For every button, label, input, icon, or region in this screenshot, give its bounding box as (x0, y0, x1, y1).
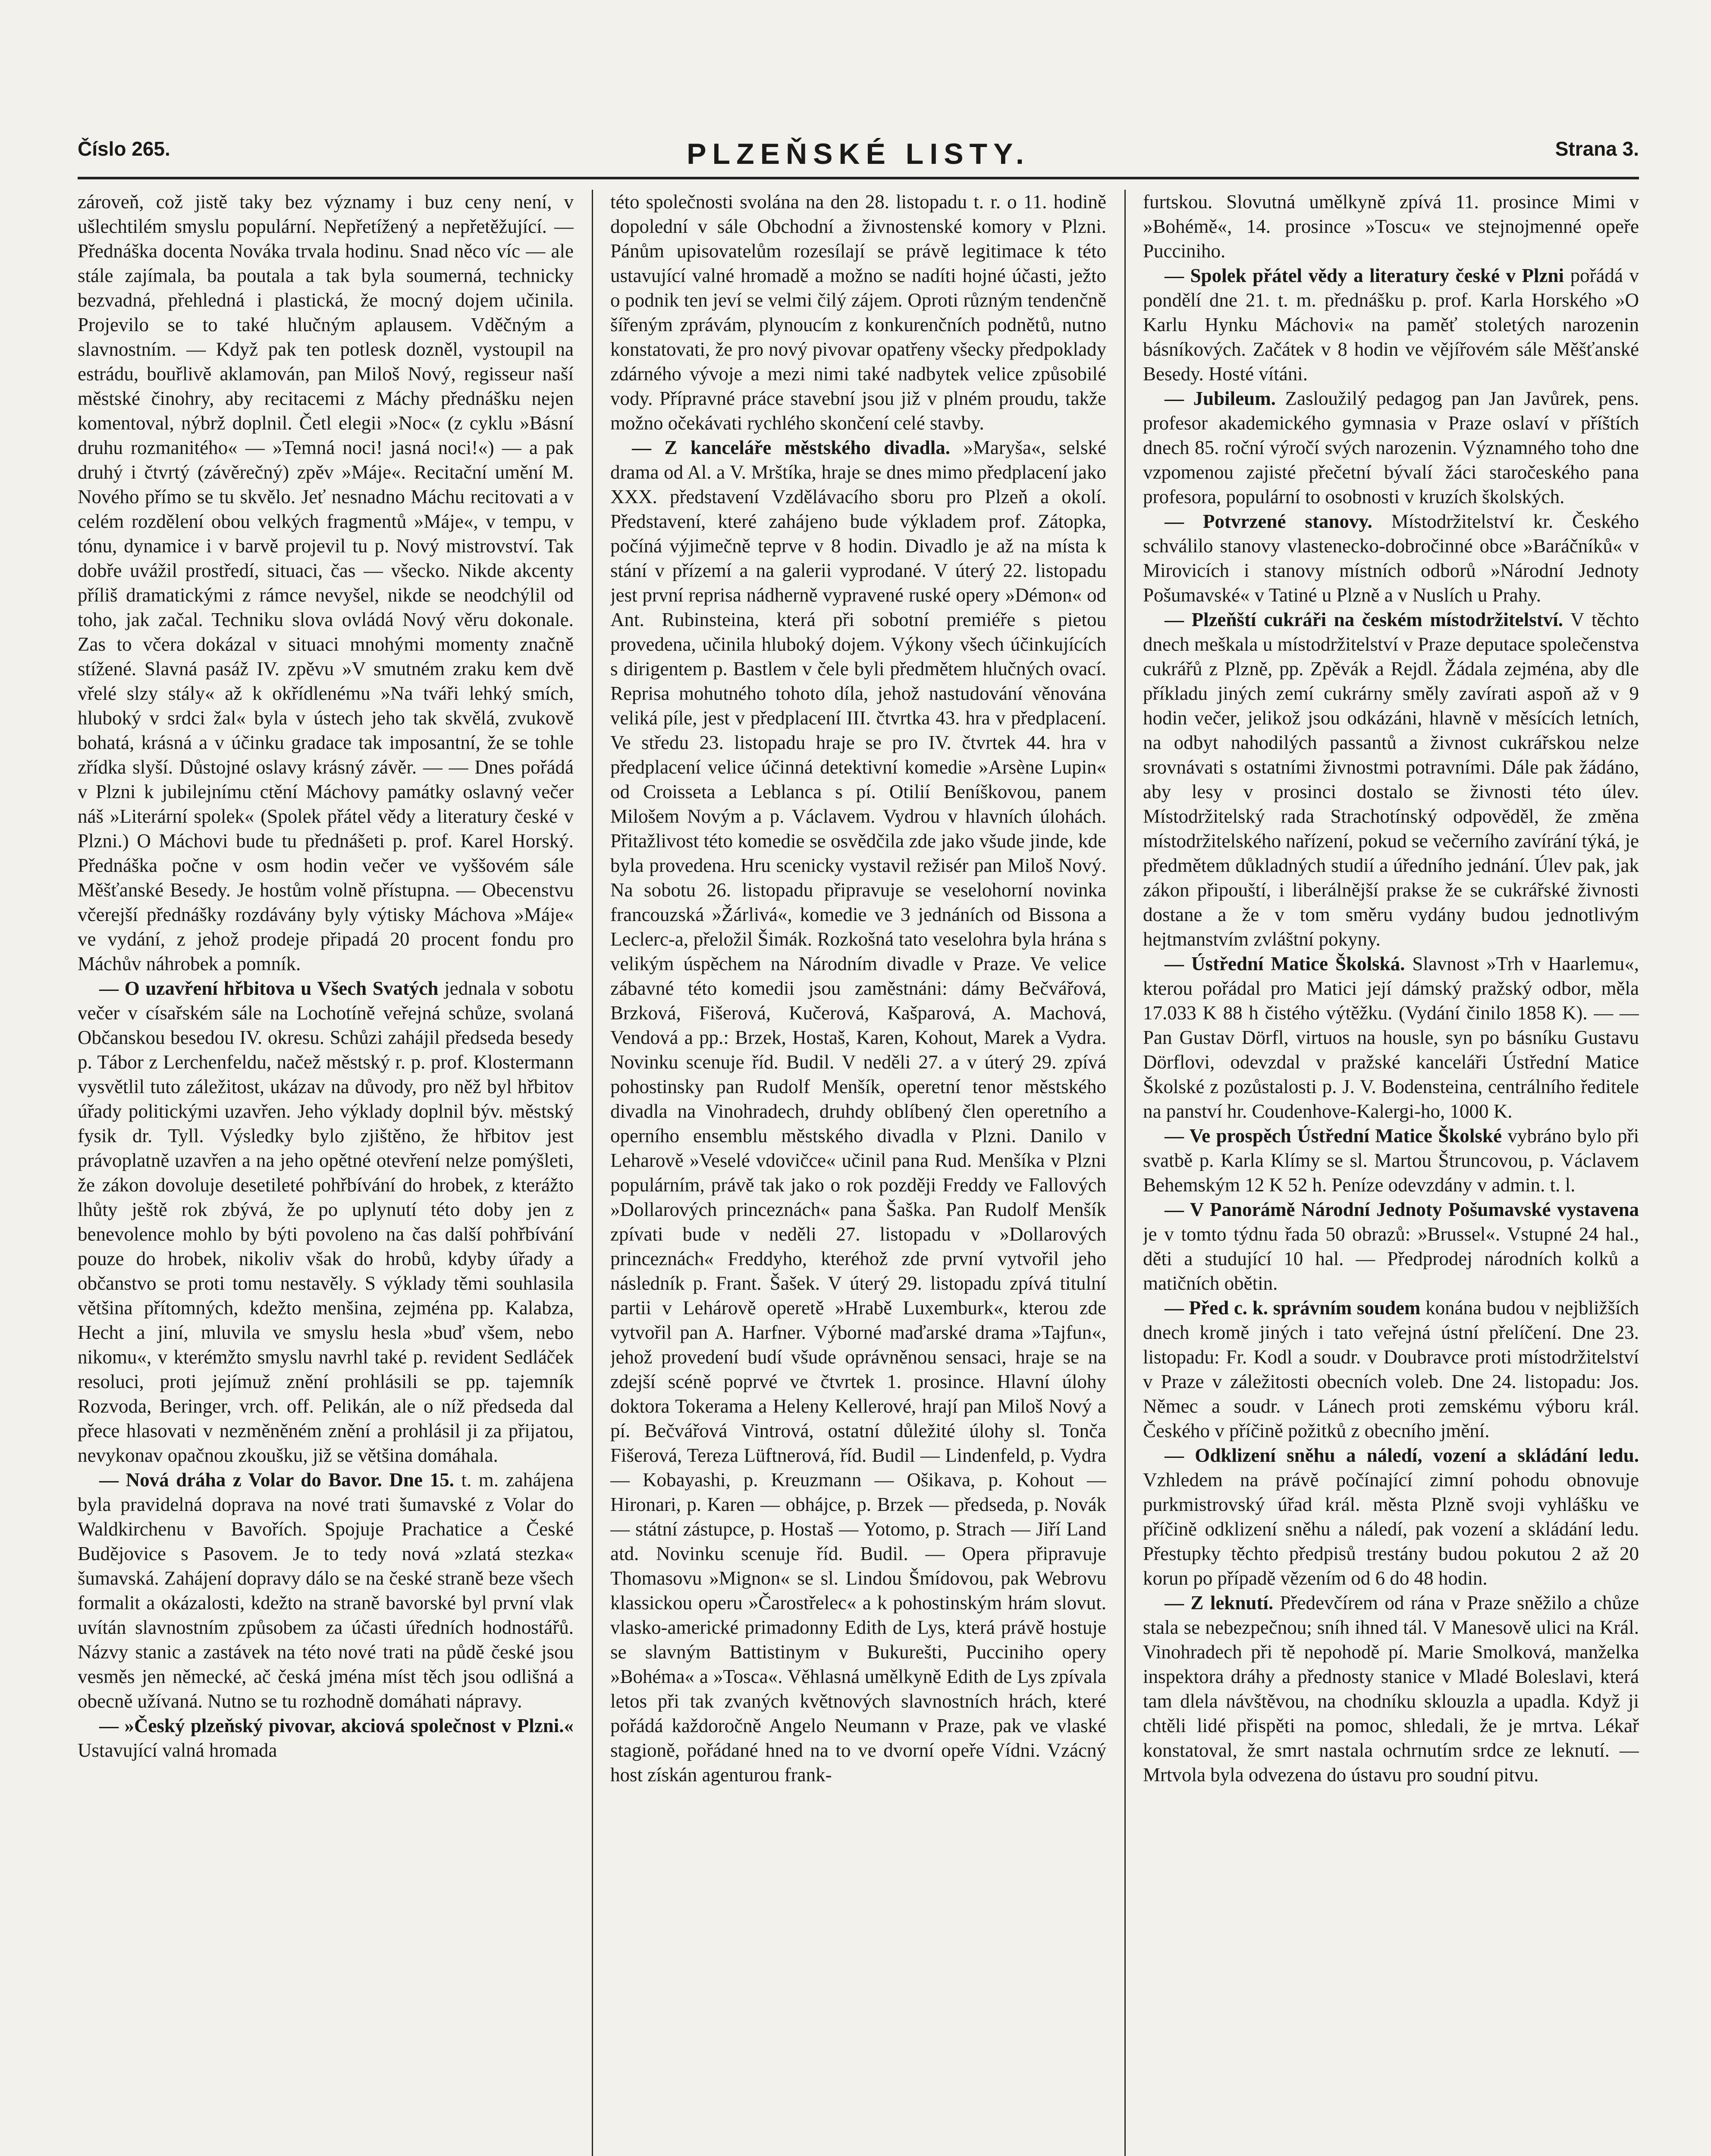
article-text: vybráno bylo při svatbě p. Karla Klímy se sl. Martou Štruncovou, p. Václavem Behemským 12 K 52 h. Peníze odevzdány v admin. t. l. (1143, 1125, 1639, 1196)
masthead (78, 129, 1639, 179)
article-headline: — Potvrzené stanovy. (1165, 511, 1372, 532)
article-columns (78, 190, 1639, 2156)
article-headline: — O uzavření hřbitova u Všech Svatých (99, 978, 439, 999)
article-confectioners (1143, 608, 1639, 952)
article-text: t. m. zahájena byla pravidelná doprava na nové trati šumavské z Volar do Waldkirchenu v Bavořích. Spojuje Prachatice a České Budějovice s Pasovem. Je to tedy nová »zlatá stezka« šumavská. Zahájení dopravy dálo se na české straně beze všech formalit a okázalosti, kdežto na straně bavorské byl první vlak uvítán slavnostním způsobem za účasti úředních hodnostářů. Názvy stanic a zastávek na této nové trati na půdě české jsou vesměs jen německé, ač česká jména míst těch jsou odlišná a obecně užívaná. Nutno se tu rozhodně domáhati nápravy. (78, 1469, 574, 1712)
article-statutes (1143, 509, 1639, 608)
article-headline: — V Panorámě Národní Jednoty Pošumavské vystavena (1165, 1199, 1639, 1220)
newspaper-page (78, 129, 1639, 2156)
article-theatre (610, 436, 1106, 1787)
article-headline: — »Český plzeňský pivovar, akciová společnost v Plzni.« (99, 1715, 574, 1736)
article-headline: — Nová dráha z Volar do Bavor. Dne 15. (99, 1469, 454, 1491)
article-headline: — Před c. k. správním soudem (1165, 1297, 1421, 1319)
article-snow (1143, 1443, 1639, 1591)
newspaper-title: PLZEŇSKÉ LISTY. (687, 138, 1030, 170)
article-brewery (78, 1714, 574, 1763)
article-text: Vzhledem na právě počínající zimní pohodu obnovuje purkmistrovský úřad král. města Plzně svoji vyhlášku ve příčině odklizení sněhu a náledí, pak vození a skládání ledu. Přestupky těchto předpisů trestány budou pokutou 2 až 20 korun po případě vězením od 6 do 48 hodin. (1143, 1469, 1639, 1589)
article-matice (1143, 952, 1639, 1124)
article-literary-society (1143, 263, 1639, 386)
article-text: této společnosti svolána na den 28. listopadu t. r. o 11. hodině dopolední v sále Obchodní a živnostenské komory v Plzni. Pánům upisovatelům rozesílají se právě legitimace k této ustavující valné hromadě a možno se nadíti hojné účasti, ježto o podnik ten jeví se velmi čilý zájem. Oproti různým tendenčně šířeným zprávám, plynoucím z konkurenčních podnětů, nutno konstatovati, že pro nový pivovar opatřeny všecky předpoklady zdárného vývoje a mezi nimi také nadbytek velice způsobilé vody. Přípravné práce stavební jsou již v plném proudu, takže možno očekávati rychlého skončení celé stavby. (610, 191, 1106, 434)
article-text: Zasloužilý pedagog pan Jan Javůrek, pens. profesor akademického gymnasia v Praze oslaví v příštích dnech 85. roční výročí svých narozenin. Významného toho dne vzpomenou zajisté přečetní bývalí žáci staročeského pana profesora, populární to osobnosti v kruzích školských. (1143, 388, 1639, 508)
column-3 (1143, 190, 1639, 2156)
article-fright (1143, 1591, 1639, 1787)
article-text: Místodržitelství kr. Českého schválilo stanovy vlastenecko-dobročinné obce »Baráčníků« v Mirovicích i stanovy místních odborů »Národní Jednoty Pošumavské« v Tatiné u Plzně a v Nuslích u Prahy. (1143, 511, 1639, 606)
column-divider (592, 190, 593, 2156)
article-panorama (1143, 1197, 1639, 1296)
article-mácha-lecture (78, 190, 574, 976)
article-text: furtskou. Slovutná umělkyně zpívá 11. prosince Mimi v »Bohémě«, 14. prosince »Toscu« ve stejnojmenné opeře Pucciniho. (1143, 191, 1639, 262)
issue-number: Číslo 265. (78, 138, 170, 160)
article-text: »Maryša«, selské drama od Al. a V. Mrštíka, hraje se dnes mimo předplacení jako XXX. představení Vzdělávacího sboru pro Plzeň a okolí. Představení, které zahájeno bude výkladem prof. Zátopka, počíná výjimečně teprve v 8 hodin. Divadlo je až na místa k stání v přízemí a na galerii vyprodané. V úterý 22. listopadu jest první reprisa nádherně vypravené ruské opery »Démon« od Ant. Rubinsteina, která při sobotní premiéře s pietou provedena, učinila hluboký dojem. Výkony všech účinkujících s dirigentem p. Bastlem v čele byli předmětem hlučných ovací. Reprisa mohutného tohoto díla, jehož nastudování věnována veliká píle, jest v předplacení III. čtvrtka 43. hra v předplacení. Ve středu 23. listopadu hraje se pro IV. čtvrtek 44. hra v předplacení velice účinná detektivní komedie »Arsène Lupin« od Croisseta a Leblanca s pí. Otilií Beníškovou, panem Milošem Novým a p. Václavem. Vydrou v hlavních úlohách. Přitažlivost této komedie se osvědčila zde jako všude jinde, kde byla provedena. Hru scenicky vystavil režisér pan Miloš Nový. Na sobotu 26. listopadu připravuje se veselohorní novinka francouzská »Žárlivá«, komedie ve 3 jednáních od Bissona a Leclerc-a, přeložil Šimák. Rozkošná tato veselohra byla hrána s velikým úspěchem na Národním divadle v Praze. Ve velice zábavné této komedii jsou zaměstnáni: dámy Bečvářová, Brzková, Fišerová, Kučerová, Kašparová, A. Machová, Vendová a pp.: Brzek, Hostaš, Karen, Kohout, Marek a Vydra. Novinku scenuje říd. Budil. V neděli 27. a v úterý 29. zpívá pohostinsky pan Rudolf Menšík, operetní tenor městského divadla na Vinohradech, druhdy oblíbený člen operetního a operního ensemblu městského divadla v Plzni. Danilo v Leharově »Veselé vdovičce« učinil pana Rud. Menšíka v Plzni populárním, právě tak jako o rok později Freddy ve Fallových »Dollarových princeznách« pana Šaška. Pan Rudolf Menšík zpívati bude v neděli 27. listopadu v »Dollarových princeznách« Freddyho, kteréhož zde první vytvořil jeho následník p. Frant. Šašek. V úterý 29. listopadu zpívá titulní partii v Lehárově operetě »Hrabě Luxemburk«, kterou zde vytvořil pan A. Harfner. Výborné maďarské drama »Tajfun«, jehož provedení budí všude oprávněnou sensaci, hraje se na zdejší scéně poprvé ve čtvrtek 1. prosince. Hlavní úlohy doktora Tokerama a Heleny Kellerové, hrají pan Miloš Nový a pí. Bečvářová Vintrová, ostatní důležité úlohy sl. Tonča Fišerová, Tereza Lüftnerová, říd. Budil — Lindenfeld, p. Vydra — Kobayashi, p. Kreuzmann — Ošikava, p. Kohout — Hironari, p. Karen — obhájce, p. Brzek — předseda, p. Novák — státní zástupce, p. Hostaš — Yotomo, p. Strach — Jiří Land atd. Novinku scenuje říd. Budil. — Opera připravuje Thomasovu »Mignon« se sl. Lindou Šmídovou, pak Webrovu klassickou operu »Čarostřelec« a k pohostinským hrám slovut. vlasko-americké primadonny Edith de Lys, která právě hostuje se slavným Battistinym v Bukurešti, Pucciniho opery »Bohéma« a »Tosca«. Věhlasná umělkyně Edith de Lys zpívala letos při tak zvaných květnových slavnostních hrách, které pořádá každoročně Angelo Neumann v Praze, pak ve vlaské stagioně, pořádané hned na to ve dvorní opeře Vídni. Vzácný host získán agenturou frank- (610, 437, 1106, 1786)
article-theatre-cont (1143, 190, 1639, 263)
article-text: konána budou v nejbližších dnech kromě jiných i tato veřejná ústní přelíčení. Dne 23. listopadu: Fr. Kodl a soudr. v Doubravce proti místodržitelství v Praze v záležitosti obecních voleb. Dne 24. listopadu: Jos. Němec a soudr. v Lánech proti zemskému výboru král. Českého v příčině požitků z obecního jmění. (1143, 1297, 1639, 1442)
article-headline: — Ve prospěch Ústřední Matice Školské (1165, 1125, 1502, 1147)
article-headline: — Z kanceláře městského divadla. (632, 437, 950, 458)
article-headline: — Jubileum. (1165, 388, 1276, 409)
article-cemetery (78, 976, 574, 1468)
article-headline: — Z leknutí. (1165, 1592, 1274, 1614)
article-text: Ustavující valná hromada (78, 1739, 277, 1761)
page-number: Strana 3. (1555, 138, 1639, 160)
article-matice-donation (1143, 1124, 1639, 1197)
article-railway (78, 1468, 574, 1714)
article-text: zároveň, což jistě taky bez významy i buz ceny není, v ušlechtilém smyslu populární. Nepřetížený a nepřetěžující. — Přednáška docenta Nováka trvala hodinu. Snad něco víc — ale stále zajímala, ba poutala a tak byla soumerná, technicky bezvadná, přehledná i plastická, že mocný dojem učinila. Projevilo se to také hlučným aplausem. Vděčným a slavnostním. — Když pak ten potlesk dozněl, vystoupil na estrádu, bouřlivě aklamován, pan Miloš Nový, regisseur naší městské činohry, aby recitacemi z Máchy přednášku nejen komentoval, nýbrž doplnil. Četl elegii »Noc« (z cyklu »Básní druhu rozmanitého« — »Temná noci! jasná noci!«) — a pak druhý i čtvrtý (závěrečný) zpěv »Máje«. Recitační umění M. Nového přímo se tu skvělo. Jeť nesnadno Máchu recitovati a v celém rozdělení obou velkých fragmentů »Máje«, v tempu, v tónu, dynamice i v barvě projevil tu p. Nový mistrovství. Tak dobře uvážil prostředí, situaci, čas — všecko. Nikde akcenty příliš dramatickými z rámce nevyšel, nikde se neodchýlil od toho, jak začal. Techniku slova ovládá Nový věru dokonale. Zas to včera dokázal v situaci mnohými momenty značně stížené. Slavná pasáž IV. zpěvu »V smutném zraku kem dvě vřelé slzy stály« až k okřídlenému »Na tváři lehký smích, hluboký v srdci žal« byla v ústech jeho tak skvělá, zvukově bohatá, krásná a v účinku gradace tak imposantní, že se tohle zřídka slyší. Důstojné oslavy krásný závěr. — — Dnes pořádá v Plzni k jubilejnímu ctění Máchovy památky oslavný večer náš »Literární spolek« (Spolek přátel vědy a literatury české v Plzni.) O Máchovi bude tu přednášeti p. prof. Karel Horský. Přednáška počne v osm hodin večer ve vyššovém sále Měšťanské Besedy. Je hostům volně přístupna. — Obecenstvu včerejší přednášky rozdávány byly výtisky Máchova »Máje« ve vydání, z jehož prodeje připadá 20 procent fondu pro Máchův náhrobek a pomník. (78, 191, 574, 975)
column-divider (1124, 190, 1126, 2156)
column-1 (78, 190, 574, 2156)
article-headline: — Odklizení sněhu a náledí, vození a skládání ledu. (1165, 1445, 1639, 1466)
article-text: Předevčírem od rána v Praze sněžilo a chůze stala se nebezpečnou; sníh ihned tál. V Manesově ulici na Král. Vinohradech při tě nepohodě pí. Marie Smolková, manželka inspektora dráhy a přednosty stanice v Mladé Boleslavi, která tam dlela návštěvou, na chodníku sklouzla a upadla. Když ji chtěli lidé přispěti na pomoc, shledali, že je mrtva. Lékař konstatoval, že smrt nastala ochrnutím srdce ze leknutí. — Mrtvola byla odvezena do ústavu pro soudní pitvu. (1143, 1592, 1639, 1786)
article-text: Slavnost »Trh v Haarlemu«, kterou pořádal pro Matici její dámský pražský odbor, měla 17.033 K 88 h čistého výtěžku. (Vydání činilo 1858 K). — — Pan Gustav Dörfl, virtuos na housle, syn po básníku Gustavu Dörflovi, odevzdal v pražské kanceláři Ústřední Matice Školské z pozůstalosti p. J. V. Bodensteina, centrálního ředitele na panství hr. Coudenhove-Kalergi-ho, 1000 K. (1143, 953, 1639, 1122)
article-text: pořádá v pondělí dne 21. t. m. přednášku p. prof. Karla Horského »O Karlu Hynku Máchovi« na paměť stoletých narozenin básníkových. Začátek v 8 hodin ve vějířovém sále Měšťanské Besedy. Hosté vítáni. (1143, 265, 1639, 385)
article-headline: — Spolek přátel vědy a literatury české v Plzni (1165, 265, 1564, 286)
article-text: V těchto dnech meškala u místodržitelství v Praze deputace společenstva cukrářů z Plzně, pp. Zpěvák a Rejdl. Žádala zejména, aby dle příkladu jiných zemí cukrárny směly zavírati aspoň až v 9 hodin večer, jelikož jsou odkázáni, hlavně v měsících letních, na odbyt nahodilých passantů a živnost cukrářskou nelze srovnávati s ostatními živnostmi potravními. Dále pak žádáno, aby lesy v prosinci dostalo se živnosti této úlev. Místodržitelský rada Strachotínský odpověděl, že změna místodržitelského nařízení, pokud se večerního zavírání týká, je předmětem důkladných studií a úředního jednání. Úlev pak, jak zákon připouští, i liberálnější prakse že se cukrářské živnosti dostane a že v tom směru vydány budou jednotlivým hejtmanstvím zvláštní pokyny. (1143, 609, 1639, 950)
article-text: jednala v sobotu večer v císařském sále na Lochotíně veřejná schůze, svolaná Občanskou besedou IV. okresu. Schůzi zahájil předseda besedy p. Tábor z Lerchenfeldu, načež městský r. p. prof. Klostermann vysvětlil tuto záležitost, ukázav na důvody, pro něž byl hřbitov úřady politickými uzavřen. Jeho výklady doplnil býv. městský fysik dr. Tyll. Výsledky bylo zjištěno, že hřbitov jest právoplatně uzavřen a na jeho opětné otevření nelze pomýšleti, že zákon dovoluje desetileté pohřbívání do hrobek, z kterážto lhůty ještě rok zbývá, že po uplynutí této doby jen z benevolence mohlo by býti povoleno na čas další pohřbívání pouze do hrobek, nikoliv však do hrobů, kdyby úřady a občanstvo se proti tomu nestavěly. S výklady těmi souhlasila většina přítomných, kdežto menšina, zejména pp. Kalabza, Hecht a jiní, mluvila ve smyslu hesla »buď všem, nebo nikomu«, v kterémžto smyslu navrhl také p. revident Sedláček resoluci, proti jejímuž znění prohlásili se pp. tajemník Rozvoda, Beringer, vrch. off. Pelikán, ale o níž předseda dal přece hlasovati v nezměněném znění a prohlásil ji za přijatou, nevykonav opačnou zkoušku, již se většina domáhala. (78, 978, 574, 1466)
article-jubilee (1143, 386, 1639, 509)
article-headline: — Ústřední Matice Školská. (1165, 953, 1405, 975)
column-2 (610, 190, 1106, 2156)
article-headline: — Plzeňští cukráři na českém místodržitelství. (1165, 609, 1563, 630)
article-court (1143, 1296, 1639, 1443)
article-brewery-cont (610, 190, 1106, 436)
article-text: je v tomto týdnu řada 50 obrazů: »Brussel«. Vstupné 24 hal., děti a studující 10 hal. — Předprodej národních kolků a matičních obětin. (1143, 1223, 1639, 1294)
